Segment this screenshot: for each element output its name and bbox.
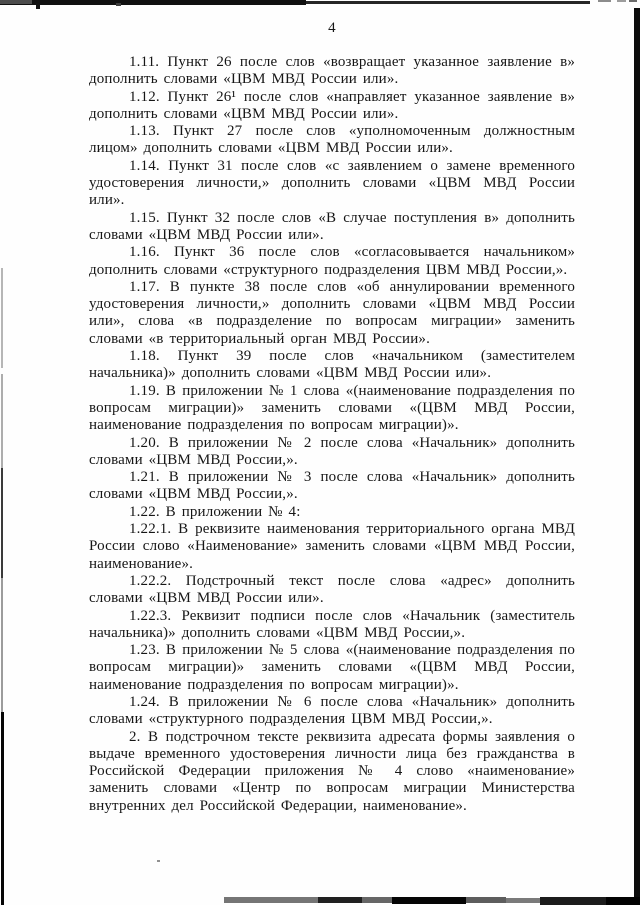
paragraph-1-22: 1.22. В приложении № 4: (129, 503, 301, 520)
page-number: 4 (328, 20, 336, 36)
scan-edge-left-line (1, 578, 3, 712)
scan-edge-top-band (0, 0, 306, 5)
paragraph-2: 2. В подстрочном тексте реквизита адресата формы заявления о выдаче временного удостоверения личности лица без гражданства в Российской Федерации приложения № 4 слово «наименование» заменить словами «Центр по вопросам миграции Министерства внутренних дел Российской Федерации, наименование». (89, 728, 575, 814)
paragraph-1-22-1: 1.22.1. В реквизите наименования территориального органа МВД России слово «Наименование» заменить словами «ЦВМ МВД России, наименование». (89, 521, 575, 572)
scan-edge-bottom-band (466, 897, 506, 903)
scan-edge-left-line (1, 468, 3, 578)
paragraph-1-22-3: 1.22.3. Реквизит подписи после слов «Начальник (заместитель начальника)» дополнить словами «ЦВМ МВД России,». (89, 607, 575, 641)
paragraph-1-18: 1.18. Пункт 39 после слов «начальником (заместителем начальника)» дополнить словами «ЦВМ МВД России или». (89, 348, 575, 382)
paragraph-1-13: 1.13. Пункт 27 после слов «уполномоченным должностным лицом» дополнить словами «ЦВМ МВД России или». (89, 123, 575, 157)
scan-edge-bottom-band (540, 897, 606, 905)
paragraph-1-22-2: 1.22.2. Подстрочный текст после слова «адрес» дополнить словами «ЦВМ МВД России или». (89, 572, 575, 607)
paragraph-1-24: 1.24. В приложении № 6 после слова «Начальник» дополнить словами «структурного подразделения ЦВМ МВД России,». (89, 693, 575, 728)
scan-edge-left-line (1, 712, 4, 905)
paragraph-1-15: 1.15. Пункт 32 после слов «В случае поступления в» дополнить словами «ЦВМ МВД России или». (89, 209, 575, 243)
paragraph-1-11: 1.11. Пункт 26 после слов «возвращает указанное заявление в» дополнить словами «ЦВМ МВД России или». (89, 54, 575, 88)
scan-speck (157, 860, 160, 862)
scan-edge-dash (598, 0, 611, 2)
scan-edge-bottom-band (392, 897, 466, 904)
scan-edge-dash (629, 0, 637, 2)
paragraph-1-17: 1.17. В пункте 38 после слов «об аннулировании временного удостоверения личности,» дополнить словами «ЦВМ МВД России или», слова «в подразделение по вопросам миграции» заменить словами «в территориальный орган МВД России». (89, 278, 575, 347)
scan-edge-bottom-band (606, 897, 640, 905)
paragraph-1-23: 1.23. В приложении № 5 слова «(наименование подразделения по вопросам миграции)» заменить словами «(ЦВМ МВД России, наименование подразделения по вопросам миграции)». (89, 642, 575, 693)
scan-edge-top-corner (0, 0, 32, 4)
scan-edge-bottom-band (362, 897, 392, 903)
paragraph-1-16: 1.16. Пункт 36 после слов «согласовывается начальником» дополнить словами «структурного подразделения ЦВМ МВД России,». (89, 244, 575, 278)
paragraph-1-20: 1.20. В приложении № 2 после слова «Начальник» дополнить словами «ЦВМ МВД России,». (89, 434, 575, 468)
paragraph-1-19: 1.19. В приложении № 1 слова «(наименование подразделения по вопросам миграции)» заменить словами «(ЦВМ МВД России, наименование подразделения по вопросам миграции)». (89, 382, 575, 434)
scan-speck (116, 3, 121, 6)
scan-edge-dash (617, 0, 626, 2)
scan-edge-right-bar (634, 8, 640, 905)
scan-edge-left-line (1, 268, 3, 368)
scan-edge-bottom-band (318, 897, 362, 903)
paragraph-1-14: 1.14. Пункт 31 после слов «с заявлением о замене временного удостоверения личности,» дополнить словами «ЦВМ МВД России или». (89, 157, 575, 209)
scan-edge-bottom-band (224, 897, 318, 903)
document-body (89, 54, 575, 815)
paragraph-1-12: 1.12. Пункт 26¹ после слов «направляет указанное заявление в» дополнить словами «ЦВМ МВД России или». (89, 88, 575, 122)
scan-speck (36, 3, 40, 9)
scan-edge-top-line (306, 1, 590, 4)
paragraph-1-21: 1.21. В приложении № 3 после слова «Начальник» дополнить словами «ЦВМ МВД России,». (89, 469, 575, 503)
scan-edge-left-line (1, 374, 3, 468)
scan-edge-bottom-band (506, 898, 540, 903)
